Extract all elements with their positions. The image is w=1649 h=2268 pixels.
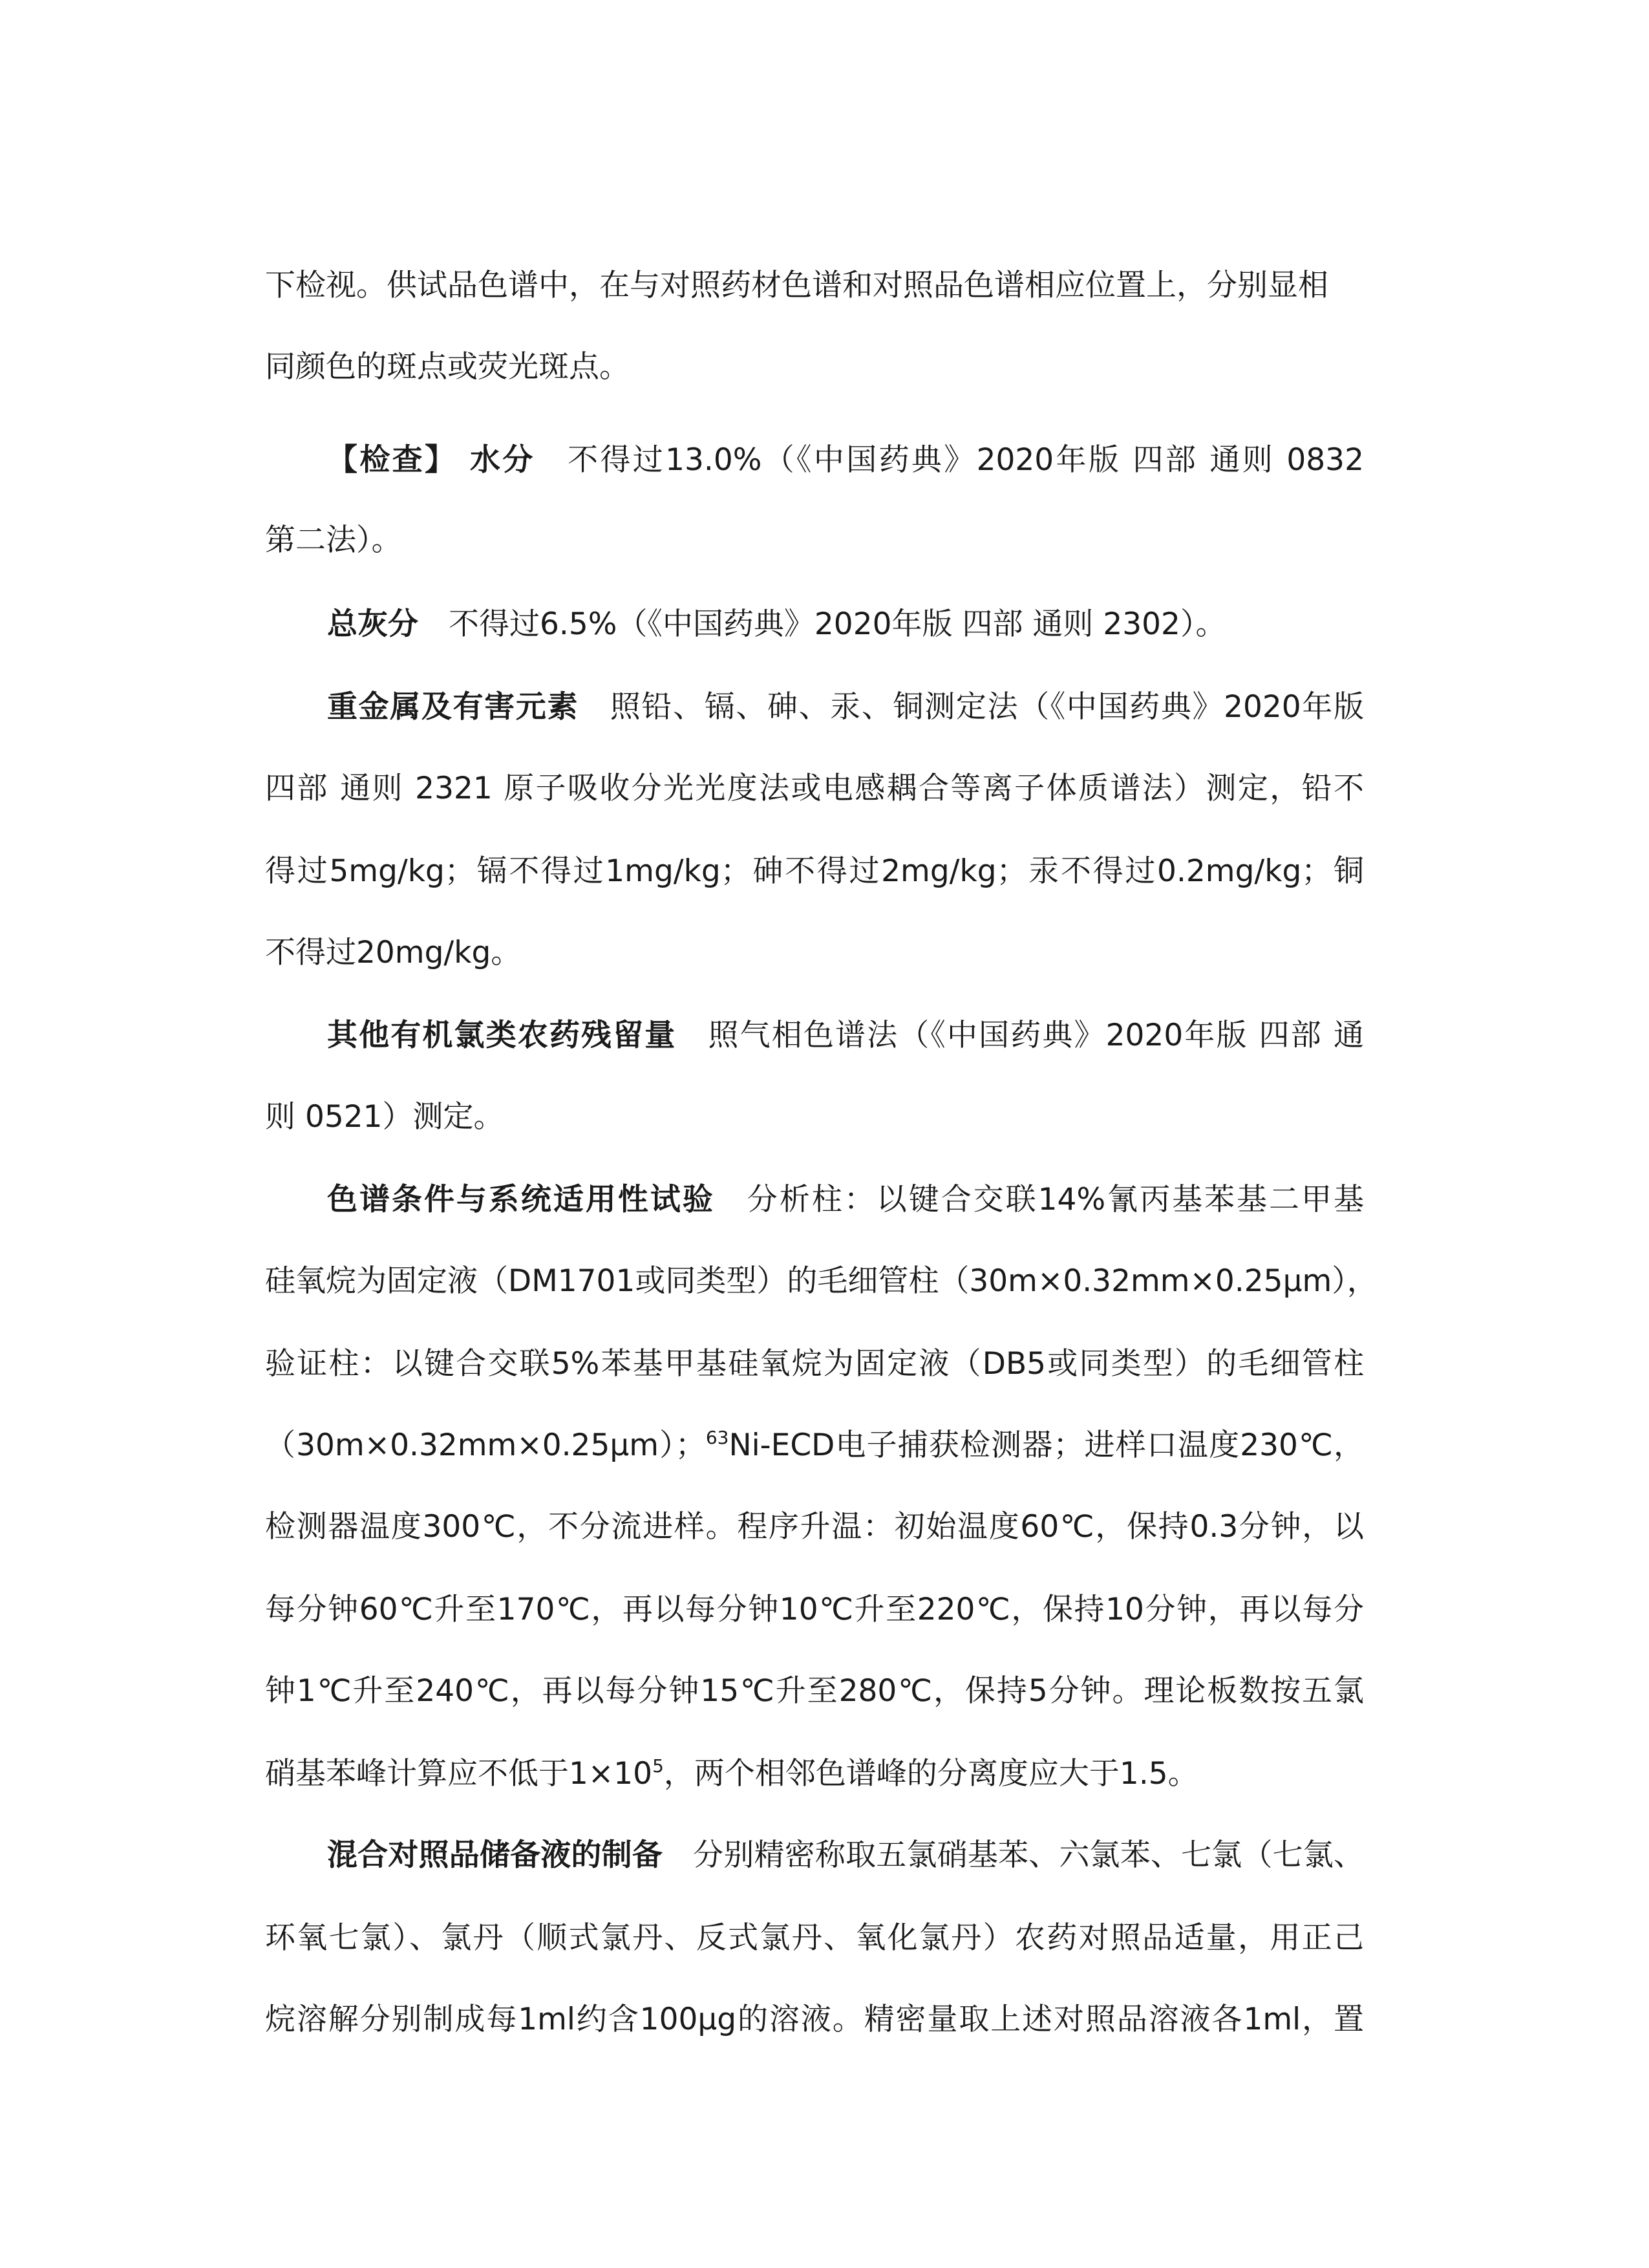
text-line: 每分钟60℃升至170℃，再以每分钟10℃升至220℃，保持10分钟，再以每分: [265, 1592, 1364, 1627]
text-line: 硝基苯峰计算应不低于$1\times 10^5$，两个相邻色谱峰的分离度应大于1.5。: [265, 1755, 1198, 1792]
text-line: 检测器温度300℃，不分流进样。程序升温：初始温度60℃，保持0.3分钟，以: [265, 1509, 1364, 1545]
text-line: 得过5mg/kg；镉不得过1mg/kg；砷不得过2mg/kg；汞不得过0.2mg/kg；铜: [265, 853, 1364, 889]
heavy-metals-paragraph: 重金属及有害元素 照铅、镉、砷、汞、铜测定法（《中国药典》2020年版: [327, 689, 1364, 725]
text-line: （30m×0.32mm×0.25μm）；$^{63}$Ni-ECD电子捕获检测器；进样口温度230℃，: [265, 1427, 1364, 1463]
text-line: 环氧七氯）、氯丹（顺式氯丹、反式氯丹、氧化氯丹）农药对照品适量，用正己: [265, 1920, 1364, 1956]
text-line: 硅氧烷为固定液（DM1701或同类型）的毛细管柱（30m×0.32mm×0.25μm），: [265, 1263, 1378, 1299]
text-line: 下检视。供试品色谱中，在与对照药材色谱和对照品色谱相应位置上，分别显相: [265, 268, 1328, 303]
chromatography-conditions-paragraph: 色谱条件与系统适用性试验 分析柱：以键合交联14%氰丙基苯基二甲基: [327, 1182, 1364, 1217]
text-line: 不得过20mg/kg。: [265, 935, 522, 970]
text-line: 同颜色的斑点或荧光斑点。: [265, 349, 630, 385]
text-line: 四部 通则 2321 原子吸收分光光度法或电感耦合等离子体质谱法）测定，铅不: [265, 771, 1364, 806]
text-line: 钟1℃升至240℃，再以每分钟15℃升至280℃，保持5分钟。理论板数按五氯: [265, 1673, 1364, 1709]
pesticide-residue-paragraph: 其他有机氯类农药残留量 照气相色谱法（《中国药典》2020年版 四部 通: [327, 1018, 1364, 1053]
section-heading-check: 【检查】 水分 不得过13.0%（《中国药典》2020年版 四部 通则 0832: [327, 442, 1364, 478]
text-line: 第二法）。: [265, 522, 402, 558]
total-ash-paragraph: 总灰分 不得过6.5%（《中国药典》2020年版 四部 通则 2302）。: [327, 606, 1226, 642]
text-line: 验证柱：以键合交联5%苯基甲基硅氧烷为固定液（DB5或同类型）的毛细管柱: [265, 1346, 1364, 1382]
text-line: 则 0521）测定。: [265, 1099, 504, 1135]
stock-solution-paragraph: 混合对照品储备液的制备 分别精密称取五氯硝基苯、六氯苯、七氯（七氯、: [327, 1837, 1364, 1873]
text-line: 烷溶解分别制成每1ml约含100μg的溶液。精密量取上述对照品溶液各1ml，置: [265, 2002, 1364, 2037]
